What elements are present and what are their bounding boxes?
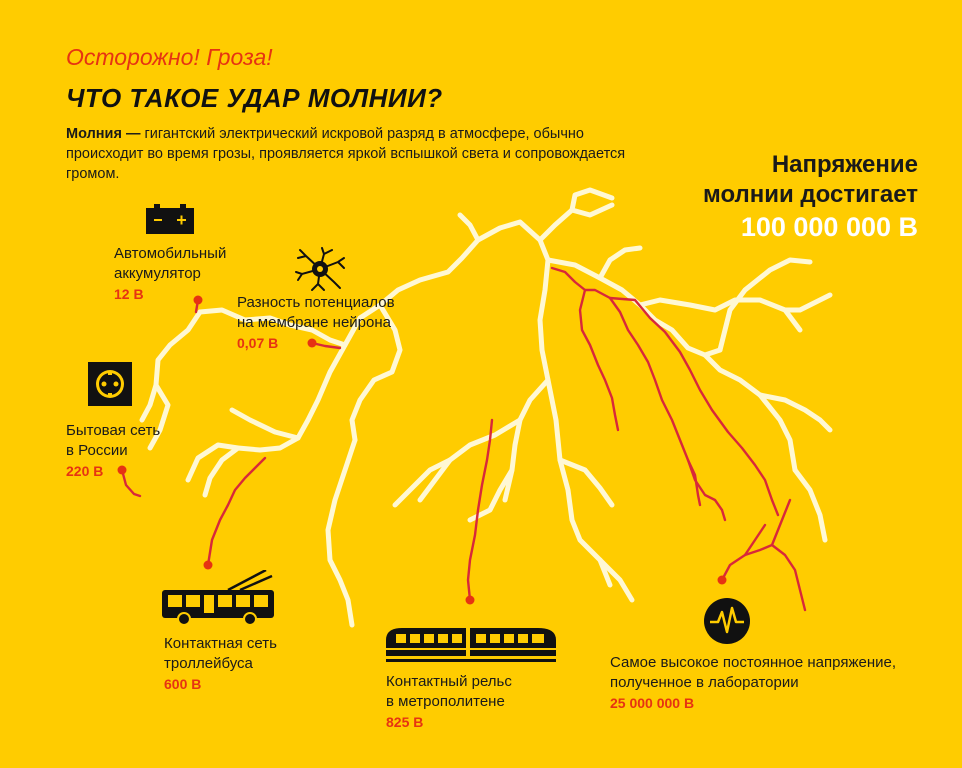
- item-metro: [386, 672, 512, 730]
- neuron-icon: [294, 246, 346, 292]
- dot-lab: [718, 576, 727, 585]
- car-battery-icon: [146, 204, 194, 234]
- item-trolleybus: [164, 634, 277, 692]
- branch-trolleybus: [208, 458, 265, 565]
- page-title: ЧТО ТАКОЕ УДАР МОЛНИИ?: [66, 83, 443, 113]
- socket-label-line2: в России: [66, 442, 128, 459]
- socket-label-line1: Бытовая сеть: [66, 422, 161, 439]
- item-neuron: [237, 293, 395, 351]
- lab-label-line2: полученное в лаборатории: [610, 674, 799, 691]
- neuron-label-line2: на мембране нейрона: [237, 314, 391, 331]
- trolleybus-value: 600 В: [164, 676, 202, 692]
- dot-trolleybus: [204, 561, 213, 570]
- lightning-voltage-line2: молнии достигает: [703, 181, 918, 208]
- power-socket-icon: [88, 362, 132, 406]
- lightning-voltage-value: 100 000 000 В: [740, 212, 918, 242]
- description-term: Молния —: [66, 126, 141, 142]
- description: [66, 124, 656, 184]
- lab-value: 25 000 000 В: [610, 695, 695, 711]
- item-socket: [66, 421, 160, 479]
- lightning-voltage-heading: [618, 150, 918, 210]
- waveform-icon: [704, 598, 750, 644]
- battery-label-line2: аккумулятор: [114, 265, 201, 282]
- neuron-value: 0,07 В: [237, 335, 279, 351]
- metro-label-line1: Контактный рельс: [386, 673, 512, 690]
- trolleybus-icon: [162, 570, 274, 626]
- metro-value: 825 В: [386, 714, 424, 730]
- kicker-text: Осторожно! Гроза!: [66, 44, 273, 70]
- dot-metro: [466, 596, 475, 605]
- socket-value: 220 В: [66, 463, 104, 479]
- item-battery: [114, 244, 226, 302]
- trolleybus-label-line1: Контактная сеть: [164, 635, 277, 652]
- description-text: гигантский электрический искровой разряд в атмосфере, обычно происходит во время грозы, проявляется яркой вспышкой света и сопровождается громом.: [66, 126, 626, 182]
- lightning-voltage-line1: Напряжение: [771, 151, 918, 178]
- metro-train-icon: [386, 626, 556, 662]
- item-lab: [610, 653, 896, 711]
- lab-label-line1: Самое высокое постоянное напряжение,: [610, 654, 896, 671]
- battery-label-line1: Автомобильный: [114, 245, 227, 262]
- trolleybus-label-line2: троллейбуса: [164, 655, 253, 672]
- neuron-label-line1: Разность потенциалов: [237, 294, 395, 311]
- metro-label-line2: в метрополитене: [386, 693, 505, 710]
- battery-value: 12 В: [114, 286, 144, 302]
